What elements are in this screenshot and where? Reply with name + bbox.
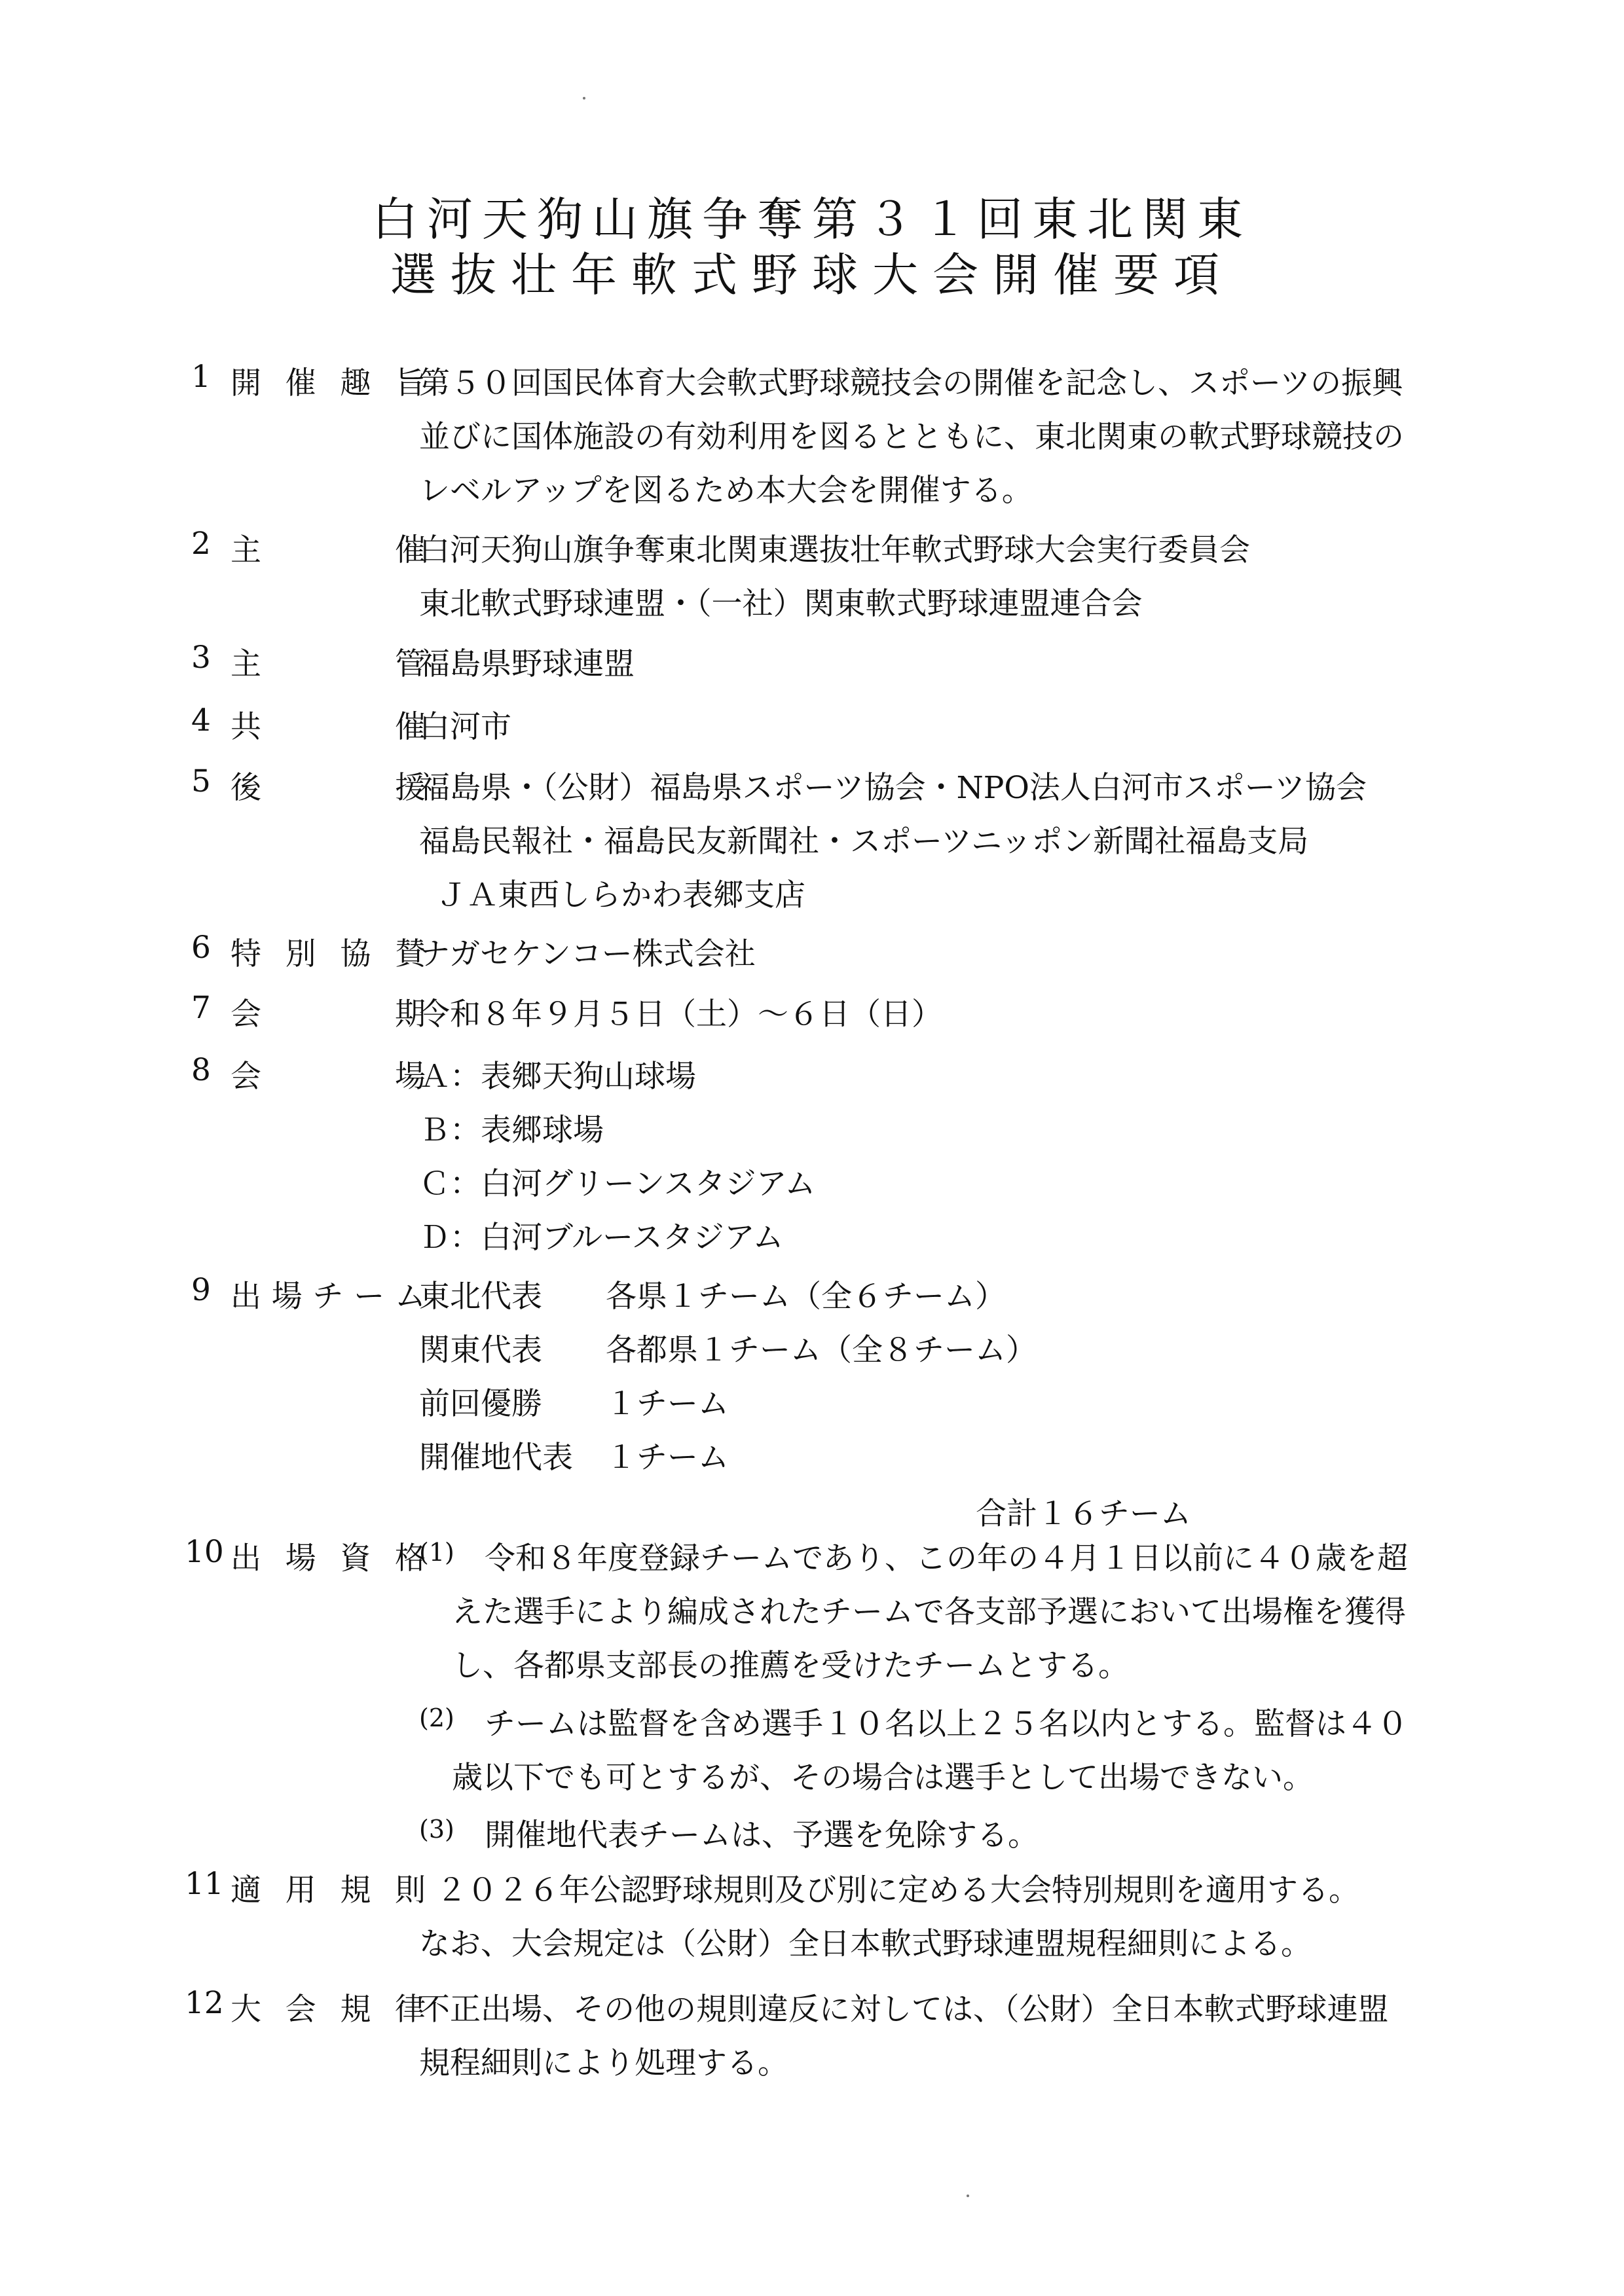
item-marker: (1) <box>419 1538 454 1567</box>
section-label: 適 用 規 則 <box>231 1872 426 1908</box>
section-number: 5 <box>191 763 211 799</box>
section-number: 4 <box>191 702 211 738</box>
venue-item: Ｄ：白河ブルースタジアム <box>419 1220 784 1256</box>
document-title-line-2: 選抜壮年軟式野球大会開催要項 <box>390 248 1234 302</box>
section-label: 共 催 <box>231 709 426 745</box>
section-number: 8 <box>191 1052 211 1088</box>
section-number: 10 <box>185 1534 224 1570</box>
section-number: 11 <box>185 1866 224 1902</box>
item-marker: (2) <box>419 1704 454 1732</box>
document-title-line-1: 白河天狗山旗争奪第３１回東北関東 <box>372 192 1252 246</box>
document-page: 白河天狗山旗争奪第３１回東北関東 選抜壮年軟式野球大会開催要項 1 開 催 趣 旨 第５０回国民体育大会軟式野球競技会の開催を記念し、スポーツの振興 並びに国体施設の有効利用を図るとともに、東北関東の軟式野球競技の レベルアップを図るため本大会を開催する。 2 主 催 白河天狗山旗争奪東北関東選抜壮年軟式野球大会実行委員会 東北軟式野球連盟・（一社）関東軟式野球連盟連合会 3 主 管 福島県野球連盟 4 共 催 白河市 5 後 援 福島県・（公財）福島県スポーツ協会・NPO法人白河市スポーツ協会 福島民報社・福島民友新聞社・スポーツニッポン新聞社福島支局 ＪＡ東西しらかわ表郷支店 6 特 別 協 賛 ナガセケンコー株式会社 7 会 期 令和８年９月５日（土）～６日（日） 8 会 場 Ａ：表郷天狗山球場 Ｂ：表郷球場 Ｃ：白河グリーンスタジアム Ｄ：白河ブルースタジアム 9 出 場 チ ー ム 東北代表 各県１チーム（全６チーム） 関東代表 各都県１チーム（全８チーム） 前回優勝 １チーム 開催地代表 １チーム 合計１６チーム 10 出 場 資 格 (1) 令和８年度登録チームであり、この年の４月１日以前に４０歳を超 えた選手により編成されたチームで各支部予選において出場権を獲得 し、各都県支部長の推薦を受けたチームとする。 (2) チームは監督を含め選手１０名以上２５名以内とする。監督は４０ 歳以下でも可とするが、その場合は選手として出場できない。 (3) 開催地代表チームは、予選を免除する。 11 適 用 規 則 ２０２６年公認野球規則及び別に定める大会特別規則を適用する。 なお、大会規定は（公財）全日本軟式野球連盟規程細則による。 12 大 会 規 律 不正出場、その他の規則違反に対しては、（公財）全日本軟式野球連盟 規程細則により処理する。 <box>0 0 1624 2296</box>
scan-speck <box>967 2195 969 2197</box>
section-label: 後 援 <box>231 770 426 806</box>
section-number: 1 <box>191 359 211 395</box>
section-label: 主 催 <box>231 532 426 568</box>
team-total: 合計１６チーム <box>976 1496 1191 1532</box>
section-number: 9 <box>191 1272 211 1308</box>
venue-item: Ｂ：表郷球場 <box>419 1112 604 1148</box>
section-label: 主 管 <box>231 646 426 682</box>
section-label: 開 催 趣 旨 <box>231 365 426 401</box>
venue-item: Ｃ：白河グリーンスタジアム <box>419 1166 816 1202</box>
section-number: 7 <box>191 990 211 1026</box>
section-number: 6 <box>191 930 211 966</box>
section-number: 2 <box>191 526 211 562</box>
section-label: 会 場 <box>231 1059 426 1095</box>
item-marker: (3) <box>419 1815 454 1844</box>
section-label: 出 場 チ ー ム <box>231 1279 426 1315</box>
scan-speck <box>583 97 585 100</box>
section-label: 特 別 協 賛 <box>231 936 426 972</box>
section-label: 大 会 規 律 <box>231 1992 426 2028</box>
section-number: 3 <box>191 640 211 676</box>
venue-item: Ａ：表郷天狗山球場 <box>419 1059 696 1095</box>
section-label: 出 場 資 格 <box>231 1540 426 1576</box>
section-label: 会 期 <box>231 996 426 1032</box>
section-number: 12 <box>185 1985 224 2021</box>
